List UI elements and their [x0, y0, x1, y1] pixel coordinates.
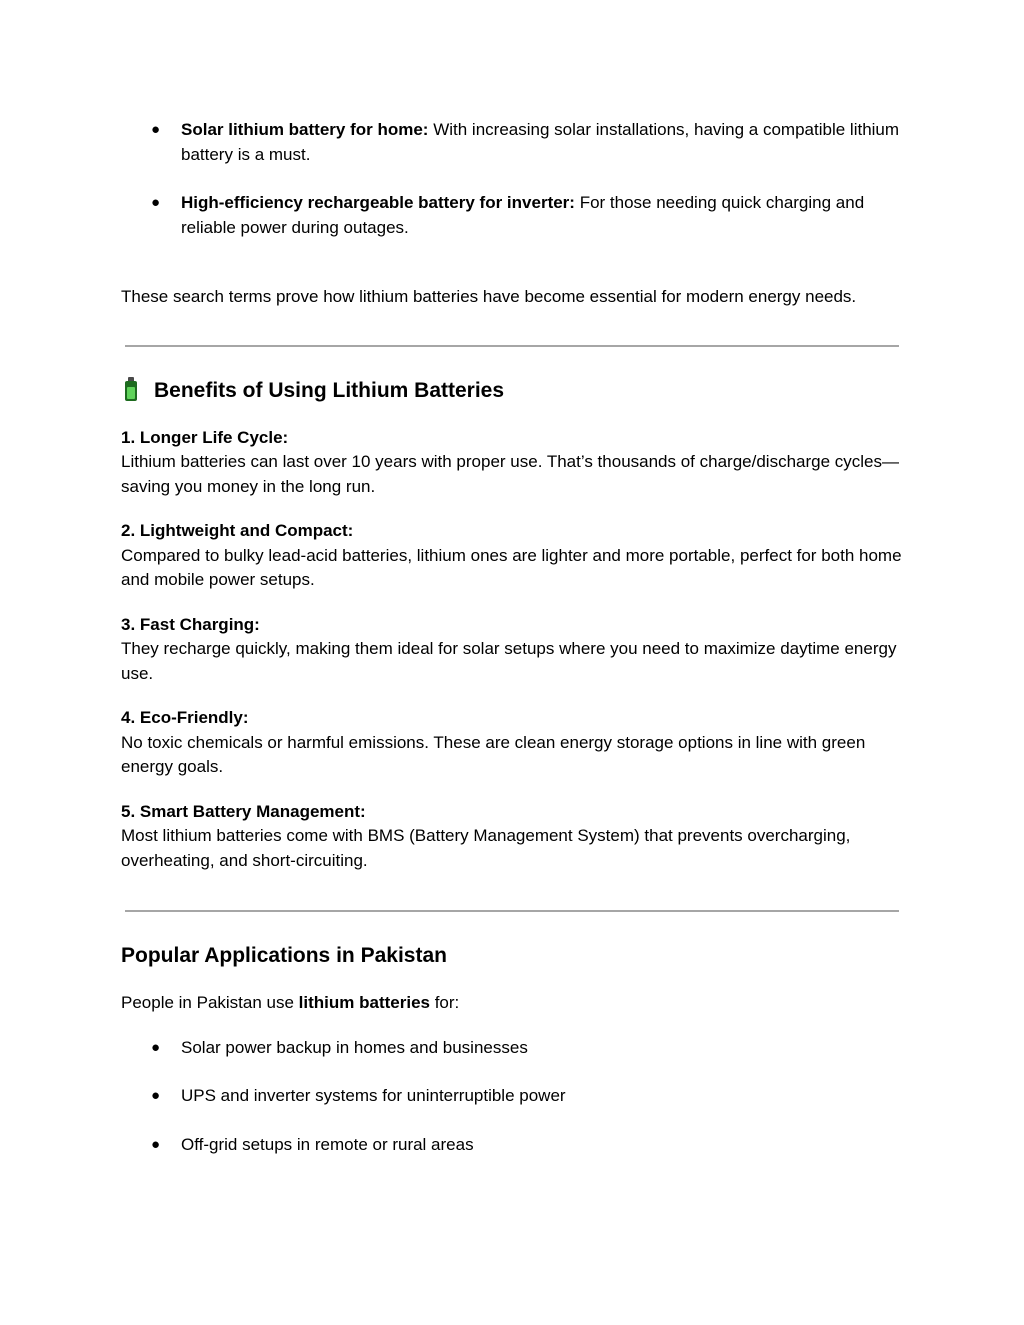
list-item-text: For those needing quick charging and reliable power during outages.: [181, 193, 865, 237]
list-item-term: High-efficiency rechargeable battery for inverter:: [181, 193, 575, 212]
benefits-heading-text: Benefits of Using Lithium Batteries: [154, 378, 505, 402]
list-item-text: With increasing solar installations, having a compatible lithium battery is a must.: [181, 120, 900, 164]
intro-paragraph: These search terms prove how lithium batteries have become essential for modern energy needs.: [121, 287, 857, 306]
applications-intro-bold: lithium batteries: [298, 993, 430, 1012]
bullet-icon: ●: [151, 1038, 161, 1056]
benefit-text: They recharge quickly, making them ideal for solar setups where you need to maximize daytime energy use.: [121, 639, 897, 683]
list-item-term: Solar lithium battery for home:: [181, 120, 429, 139]
applications-list: [121, 1036, 905, 1158]
benefit-title: 4. Eco-Friendly:: [121, 708, 249, 727]
benefit-text: Lithium batteries can last over 10 years with proper use. That’s thousands of charge/discharge cycles—saving you money in the long run.: [121, 452, 899, 496]
list-item-text: UPS and inverter systems for uninterruptible power: [181, 1086, 566, 1105]
section-divider: [125, 910, 899, 912]
list-item: [121, 1133, 905, 1158]
bullet-icon: ●: [151, 1135, 161, 1153]
list-item: [121, 1036, 905, 1061]
bullet-icon: ●: [151, 194, 161, 211]
bullet-icon: ●: [151, 121, 161, 138]
search-terms-list: [121, 118, 905, 240]
benefit-title: 2. Lightweight and Compact:: [121, 521, 354, 540]
benefit-title: 3. Fast Charging:: [121, 614, 260, 634]
list-item: [121, 1084, 905, 1109]
list-item: [121, 118, 905, 167]
battery-icon: [125, 381, 137, 401]
applications-intro: [121, 991, 905, 1016]
benefit-item: [121, 519, 905, 593]
list-item-text: Off-grid setups in remote or rural areas: [181, 1134, 474, 1154]
list-item-text: Solar power backup in homes and businesses: [181, 1037, 528, 1057]
benefit-title: 1. Longer Life Cycle:: [121, 427, 289, 447]
benefit-item: [121, 706, 905, 780]
benefit-title: 5. Smart Battery Management:: [121, 801, 366, 821]
benefit-text: Most lithium batteries come with BMS (Battery Management System) that prevents overcharging, overheating, and short-circuiting.: [121, 826, 851, 870]
benefits-heading: [121, 377, 905, 405]
benefit-text: No toxic chemicals or harmful emissions. These are clean energy storage options in line with green energy goals.: [121, 732, 866, 776]
applications-intro-start: People in Pakistan use: [121, 993, 299, 1012]
benefit-item: [121, 800, 905, 874]
applications-intro-end: for:: [429, 993, 460, 1012]
benefit-text: Compared to bulky lead-acid batteries, lithium ones are lighter and more portable, perfect for both home and mobile power setups.: [121, 545, 902, 589]
section-divider: [125, 345, 899, 347]
bullet-icon: ●: [151, 1087, 161, 1104]
document-page: [121, 118, 905, 1157]
list-item: [121, 191, 905, 240]
benefit-item: [121, 426, 905, 500]
benefit-item: [121, 613, 905, 687]
applications-heading: Popular Applications in Pakistan: [121, 944, 447, 967]
